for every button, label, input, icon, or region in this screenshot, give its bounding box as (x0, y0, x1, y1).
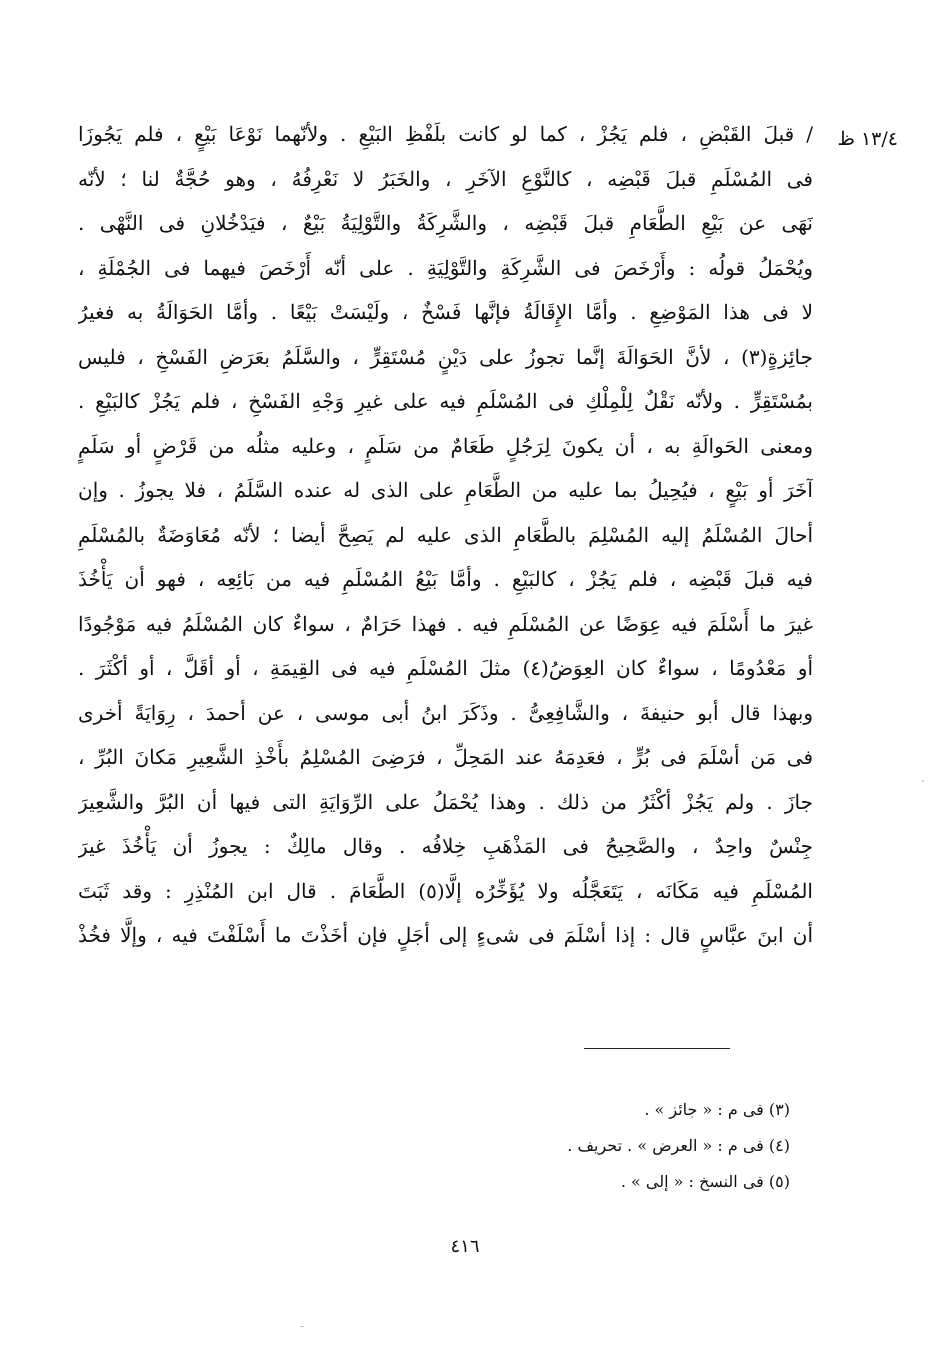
footnotes-list (430, 1092, 790, 1200)
text-line: فى المُسْلَمِ قبلَ قَبْضِه ، كالنَّوْعِ الآخَرِ ، والخَبَرُ لا نَعْرِفُهُ ، وهو حُجَّةٌ لنا ؛ لأنّه (78, 166, 813, 191)
scan-speck (300, 1326, 304, 1327)
text-line: جائِزةٍ(٣) ، لأنَّ الحَوَالَةَ إنَّما تجوزُ على دَيْنٍ مُسْتَقِرٍّ ، والسَّلَمُ بعَرَضِ الفَسْخِ ، فليس (78, 344, 813, 369)
text-line: نَهَى عن بَيْعِ الطَّعَامِ قبلَ قَبْضِه ، والشَّرِكَةُ والتَّوْلِيَةُ بَيْعٌ ، فيَدْخُلانِ فى النَّهْى . (78, 211, 813, 235)
footnote: (٥) فى النسخ : « إلى » . (620, 1172, 790, 1191)
footnote: (٤) فى م : « العرض » . تحريف . (567, 1136, 790, 1155)
text-line: بمُسْتَقِرٍّ . ولأنّه نَقْلٌ لِلْمِلْكِ فى المُسْلَمِ فيه على غيرِ وَجْهِ الفَسْخِ ، فلم يَجُزْ كالبَيْعِ . (78, 389, 813, 413)
text-line: لا فى هذا المَوْضِعِ . وأمَّا الإِقَالَةُ فإنَّها فَسْخٌ ، ولَيْسَتْ بَيْعًا . وأمَّا الحَوَالَةُ به فغيرُ (78, 300, 813, 324)
text-line: فى مَن أسْلَمَ فى بُرٍّ ، فعَدِمَهُ عند المَحِلِّ ، فرَضِىَ المُسْلِمُ بأَخْذِ الشَّعِيرِ مَكانَ البُرِّ ، (78, 745, 813, 769)
text-line: وبهذا قال أبو حنيفةَ ، والشَّافِعِىُّ . وذَكَرَ ابنُ أبى موسى ، عن أحمدَ ، رِوَايَةً أخرى (78, 700, 813, 725)
text-line: جازَ . ولم يَجُزْ أكْثَرُ من ذلك . وهذا يُحْمَلُ على الرِّوَايَةِ التى فيها أن البُرَّ والشَّعِيرَ (78, 789, 813, 814)
text-line: فيه قبلَ قَبْضِه ، فلم يَجُزْ ، كالبَيْعِ . وأمَّا بَيْعُ المُسْلَمِ فيه من بَائِعِه ، فهو أن يَأْخُذَ (78, 567, 813, 591)
footnote-separator-rule (584, 1048, 730, 1049)
text-line: آخَرَ أو بَيْعٍ ، فيُحِيلُ بما عليه من الطَّعَامِ على الذى له عنده السَّلَمُ ، فلا يجوزُ . وإن (78, 478, 813, 502)
text-line: أو مَعْدُومًا ، سواءٌ كان العِوَضُ(٤) مثلَ المُسْلَمِ فيه فى القِيمَةِ ، أو أقَلَّ ، أو أكْثَرَ . (78, 656, 813, 680)
text-line: غيرَ ما أَسْلَمَ فيه عِوَضًا عن المُسْلَمِ فيه . فهذا حَرَامٌ ، سواءٌ كان المُسْلَمُ فيه مَوْجُودًا (78, 611, 813, 636)
text-line: جِنْسٌ واحِدٌ ، والصَّحِيحُ فى المَذْهَبِ خِلافُه . وقال مالِكٌ : يجوزُ أن يَأْخُذَ غيرَ (78, 834, 813, 858)
text-line: ومعنى الحَوالَةِ به ، أن يكونَ لِرَجُلٍ طَعَامٌ من سَلَمٍ ، وعليه مثلُه من قَرْضٍ أو سَلَمٍ (78, 433, 813, 458)
text-line: المُسْلَمِ فيه مَكَانَه ، يَتَعَجَّلُه ولا يُؤَخِّرُه إلَّا(٥) الطَّعَامَ . قال ابن المُنْذِرِ : وقد ثَبَتَ (78, 878, 813, 903)
page-number: ٤١٦ (450, 1236, 480, 1257)
main-text-body (78, 112, 813, 958)
folio-margin-note: ١٣/٤ ظ (837, 128, 898, 150)
text-line: ويُحْمَلُ قولُه : وأَرْخَصَ فى الشَّرِكَةِ والتَّوْلِيَةِ . على أنّه أَرْخَصَ فيهما فى الجُمْلَةِ ، (78, 255, 813, 280)
text-line: أن ابنَ عبَّاسٍ قال : إذا أسْلَمَ فى شىءٍ إلى أجَلٍ فإن أخَذْتَ ما أَسْلَفْتَ فيه ، وإلَّا فخُذْ (78, 923, 813, 947)
footnote: (٣) فى م : « جائز » . (644, 1100, 790, 1119)
text-line: أحالَ المُسْلَمُ إليه المُسْلِمَ بالطَّعَامِ الذى عليه لم يَصِحَّ أيضا ؛ لأنّه مُعَاوَضَةٌ بالمُسْلَمِ (78, 522, 813, 547)
text-line: / قبلَ القَبْضِ ، فلم يَجُزْ ، كما لو كانت بلَفْظِ البَيْعِ . ولأنّهما نَوْعَا بَيْعٍ ، فلم يَجُوزَا (78, 122, 813, 146)
scan-speck (922, 780, 924, 782)
